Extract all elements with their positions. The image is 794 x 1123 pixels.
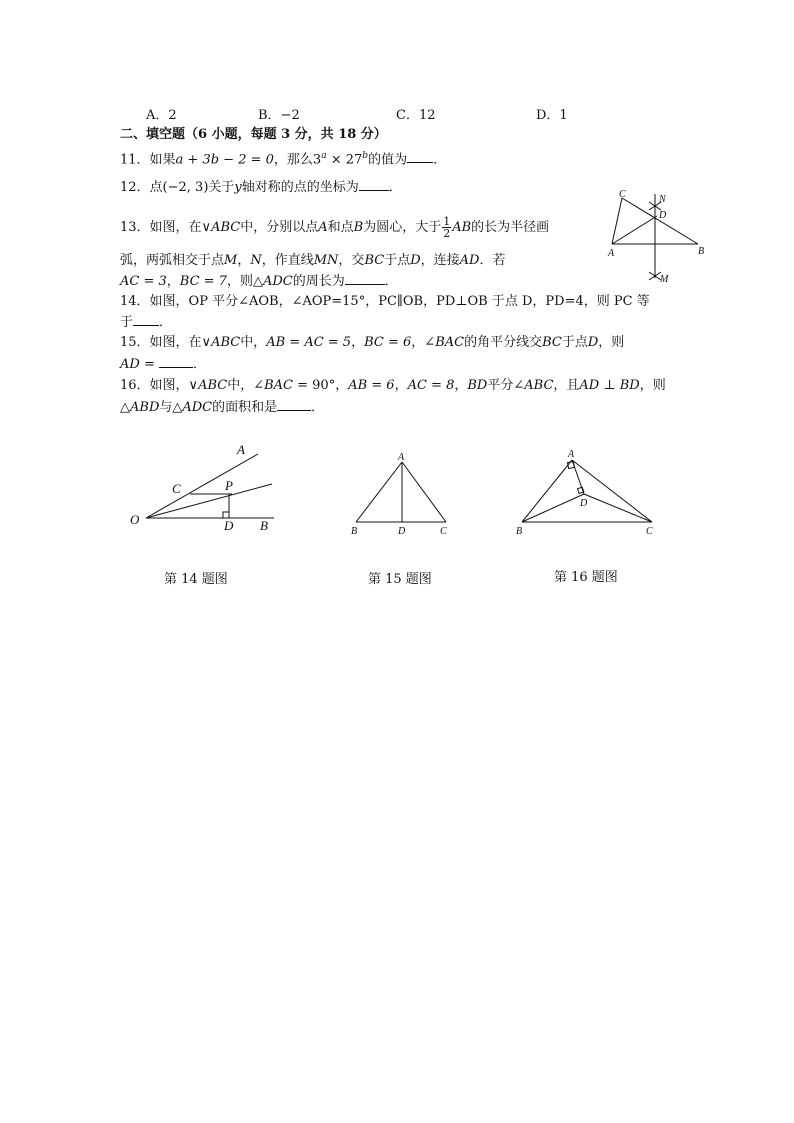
q15-text: 中， (240, 335, 267, 350)
q13-text: 13．如图，在∨ (120, 220, 212, 235)
q11-equation: a + 3b − 2 = 0 (175, 152, 274, 168)
q13-bc: BC = 7 (179, 274, 227, 289)
q11-mid: ，那么 (273, 152, 313, 168)
q13-line-mn: MN (313, 253, 339, 268)
q12-prefix: 12．点 (120, 180, 163, 195)
q15-text: 于点 (561, 335, 588, 350)
q11-base1: 3 (312, 152, 322, 168)
q16-tri-adc: ADC (182, 400, 213, 415)
option-b: B．−2 (258, 108, 300, 123)
q15-text: ，∠ (411, 335, 436, 350)
fraction-denominator: 2 (443, 227, 451, 240)
q16-text: ， (454, 378, 468, 393)
label-b: B (260, 518, 268, 533)
q15-ad: AD (120, 357, 140, 372)
caption-figure-15: 第 15 题图 (368, 572, 432, 587)
q16-tri-abd: ABD (130, 400, 160, 415)
label-c: C (619, 189, 626, 200)
question-16-line1 (120, 377, 666, 395)
q13-text: ， (237, 253, 251, 268)
q16-ac: AC = 8 (407, 378, 455, 393)
answer-blank (345, 272, 385, 285)
answer-blank (159, 355, 193, 368)
q13-text: 为圆心，大于 (363, 220, 442, 235)
q15-text: ， (351, 335, 365, 350)
fraction-numerator: 1 (443, 215, 451, 228)
q16-text: ，则 (639, 378, 666, 393)
q13-text: ，则△ (226, 274, 263, 289)
segment-ac (402, 462, 446, 522)
segment-ab (522, 460, 572, 522)
q13-segment-bc: BC (364, 253, 385, 268)
q13-tri-adc: ADC (262, 274, 293, 289)
q13-tri: ABC (211, 220, 241, 235)
q13-text: ，连接 (420, 253, 460, 268)
ray-oa (146, 454, 258, 518)
answer-blank (407, 150, 433, 163)
label-b: B (351, 526, 358, 537)
q15-tri: ABC (211, 335, 241, 350)
label-p: P (225, 478, 233, 493)
q16-text: ，且 (553, 378, 580, 393)
figure-16 (512, 446, 660, 540)
option-d: D．1 (536, 108, 568, 123)
label-c: C (646, 526, 653, 537)
q13-text: 和点 (327, 220, 354, 235)
q13-text: 的长为半径画 (471, 220, 550, 235)
q16-text: 的面积和是 (212, 400, 278, 415)
answer-blank (277, 398, 311, 411)
label-a: A (568, 449, 575, 460)
label-a: A (608, 248, 615, 259)
label-d: D (659, 210, 667, 221)
q16-text: 中，∠ (227, 378, 265, 393)
q13-segment-ad: AD (459, 253, 480, 268)
label-a: A (237, 442, 245, 457)
question-13-line1 (120, 216, 549, 239)
question-14-line1: 14．如图，OP 平分∠AOB，∠AOP=15°，PC∥OB，PD⊥OB 于点 D，PD=4，则 PC 等 (120, 294, 650, 309)
question-11: 11．如果a + 3b − 2 = 0，那么$3^a \times 27^b$的值为 ． (120, 151, 447, 168)
q11-suffix: 的值为 (368, 152, 408, 168)
caption-figure-16: 第 16 题图 (554, 570, 618, 585)
q13-text: ，交 (338, 253, 365, 268)
caption-figure-14: 第 14 题图 (164, 572, 228, 587)
q16-tri: ABC (198, 378, 228, 393)
q13-point-d: D (410, 253, 421, 268)
figure-13 (602, 186, 714, 286)
q16-text: = 90°， (293, 378, 349, 393)
q16-text: 平分∠ (487, 378, 525, 393)
q13-text: 弧，两弧相交于点 (120, 253, 225, 268)
q13-point-m: M (224, 253, 238, 268)
label-n: N (659, 194, 666, 205)
figure-15 (346, 448, 456, 540)
label-c: C (172, 481, 181, 496)
q13-segment-ab: AB (452, 220, 472, 235)
q14-text: 于 (120, 315, 134, 330)
label-c: C (440, 526, 447, 537)
q13-ac: AC = 3 (120, 274, 167, 289)
q15-text: 15．如图，在∨ (120, 335, 212, 350)
q15-text: 的角平分线交 (464, 335, 543, 350)
question-13-line3: AC = 3，BC = 7，则△ADC的周长为 ． (120, 274, 398, 289)
q12-suffix: 轴对称的点的坐标为 (241, 180, 359, 195)
segment-bd (522, 494, 584, 522)
label-d: D (580, 498, 588, 509)
q12-mid: 关于 (208, 180, 235, 195)
q12-axis: y (234, 180, 242, 195)
label-d: D (398, 526, 406, 537)
q15-angle-bac: BAC (435, 335, 465, 350)
q16-text: 与△ (159, 400, 183, 415)
label-a: A (398, 452, 405, 463)
label-b: B (516, 526, 523, 537)
question-13-line2 (120, 252, 505, 270)
q16-text: △ (120, 400, 130, 415)
ray-op (146, 484, 272, 518)
q11-exp2: b (362, 151, 369, 161)
q13-point-b: B (353, 220, 364, 235)
q13-text: ．若 (479, 253, 506, 268)
q16-bd: BD (467, 378, 488, 393)
option-c: C．12 (396, 108, 436, 123)
q11-exp1: a (321, 151, 327, 161)
label-m: M (660, 274, 669, 285)
q15-point-d: D (587, 335, 599, 350)
q11-base2: 27 (345, 152, 363, 168)
q13-point-a: A (318, 220, 328, 235)
q13-text: ， (166, 274, 180, 289)
answer-blank (359, 178, 389, 191)
question-14-line2: 于 ． (120, 315, 173, 330)
q15-eq: = (139, 357, 159, 372)
fraction (442, 216, 451, 239)
section-title: 二、填空题（6 小题，每题 3 分，共 18 分） (120, 127, 387, 142)
q16-text: ， (394, 378, 408, 393)
label-d: D (224, 518, 234, 533)
answer-blank (133, 313, 159, 326)
right-angle-mark-d (577, 487, 583, 493)
q13-text: 的周长为 (292, 274, 345, 289)
q12-point: (−2, 3) (162, 180, 209, 195)
q15-text: ，则 (598, 335, 625, 350)
q16-text: 16．如图，∨ (120, 378, 199, 393)
q16-perp: AD ⊥ BD (579, 378, 640, 393)
q15-segment-bc: BC (542, 335, 562, 350)
q16-ab: AB = 6 (348, 378, 395, 393)
q13-text: 于点 (384, 253, 411, 268)
q13-point-n: N (250, 253, 262, 268)
q16-angle-bac: BAC (264, 378, 293, 393)
segment-ac (612, 198, 622, 244)
label-b: B (698, 246, 705, 257)
question-15-line1 (120, 334, 624, 352)
question-16-line2: △ABD与△ADC的面积和是 ． (120, 400, 325, 415)
segment-dc (584, 494, 652, 522)
q13-text: 中，分别以点 (240, 220, 319, 235)
q13-text: ，作直线 (261, 253, 314, 268)
q11-times: × (326, 152, 346, 168)
q16-angle-abc: ABC (524, 378, 554, 393)
figure-14 (128, 440, 288, 540)
segment-ab (356, 462, 402, 522)
label-o: O (130, 512, 140, 527)
option-a: A．2 (146, 108, 177, 123)
question-12: 12．点(−2, 3)关于y轴对称的点的坐标为 ． (120, 180, 402, 195)
segment-ad (612, 216, 657, 244)
question-15-line2: AD = ． (120, 357, 206, 372)
q11-prefix: 11．如果 (120, 152, 176, 168)
q15-ab-ac: AB = AC = 5 (266, 335, 352, 350)
q15-bc: BC = 6 (364, 335, 412, 350)
